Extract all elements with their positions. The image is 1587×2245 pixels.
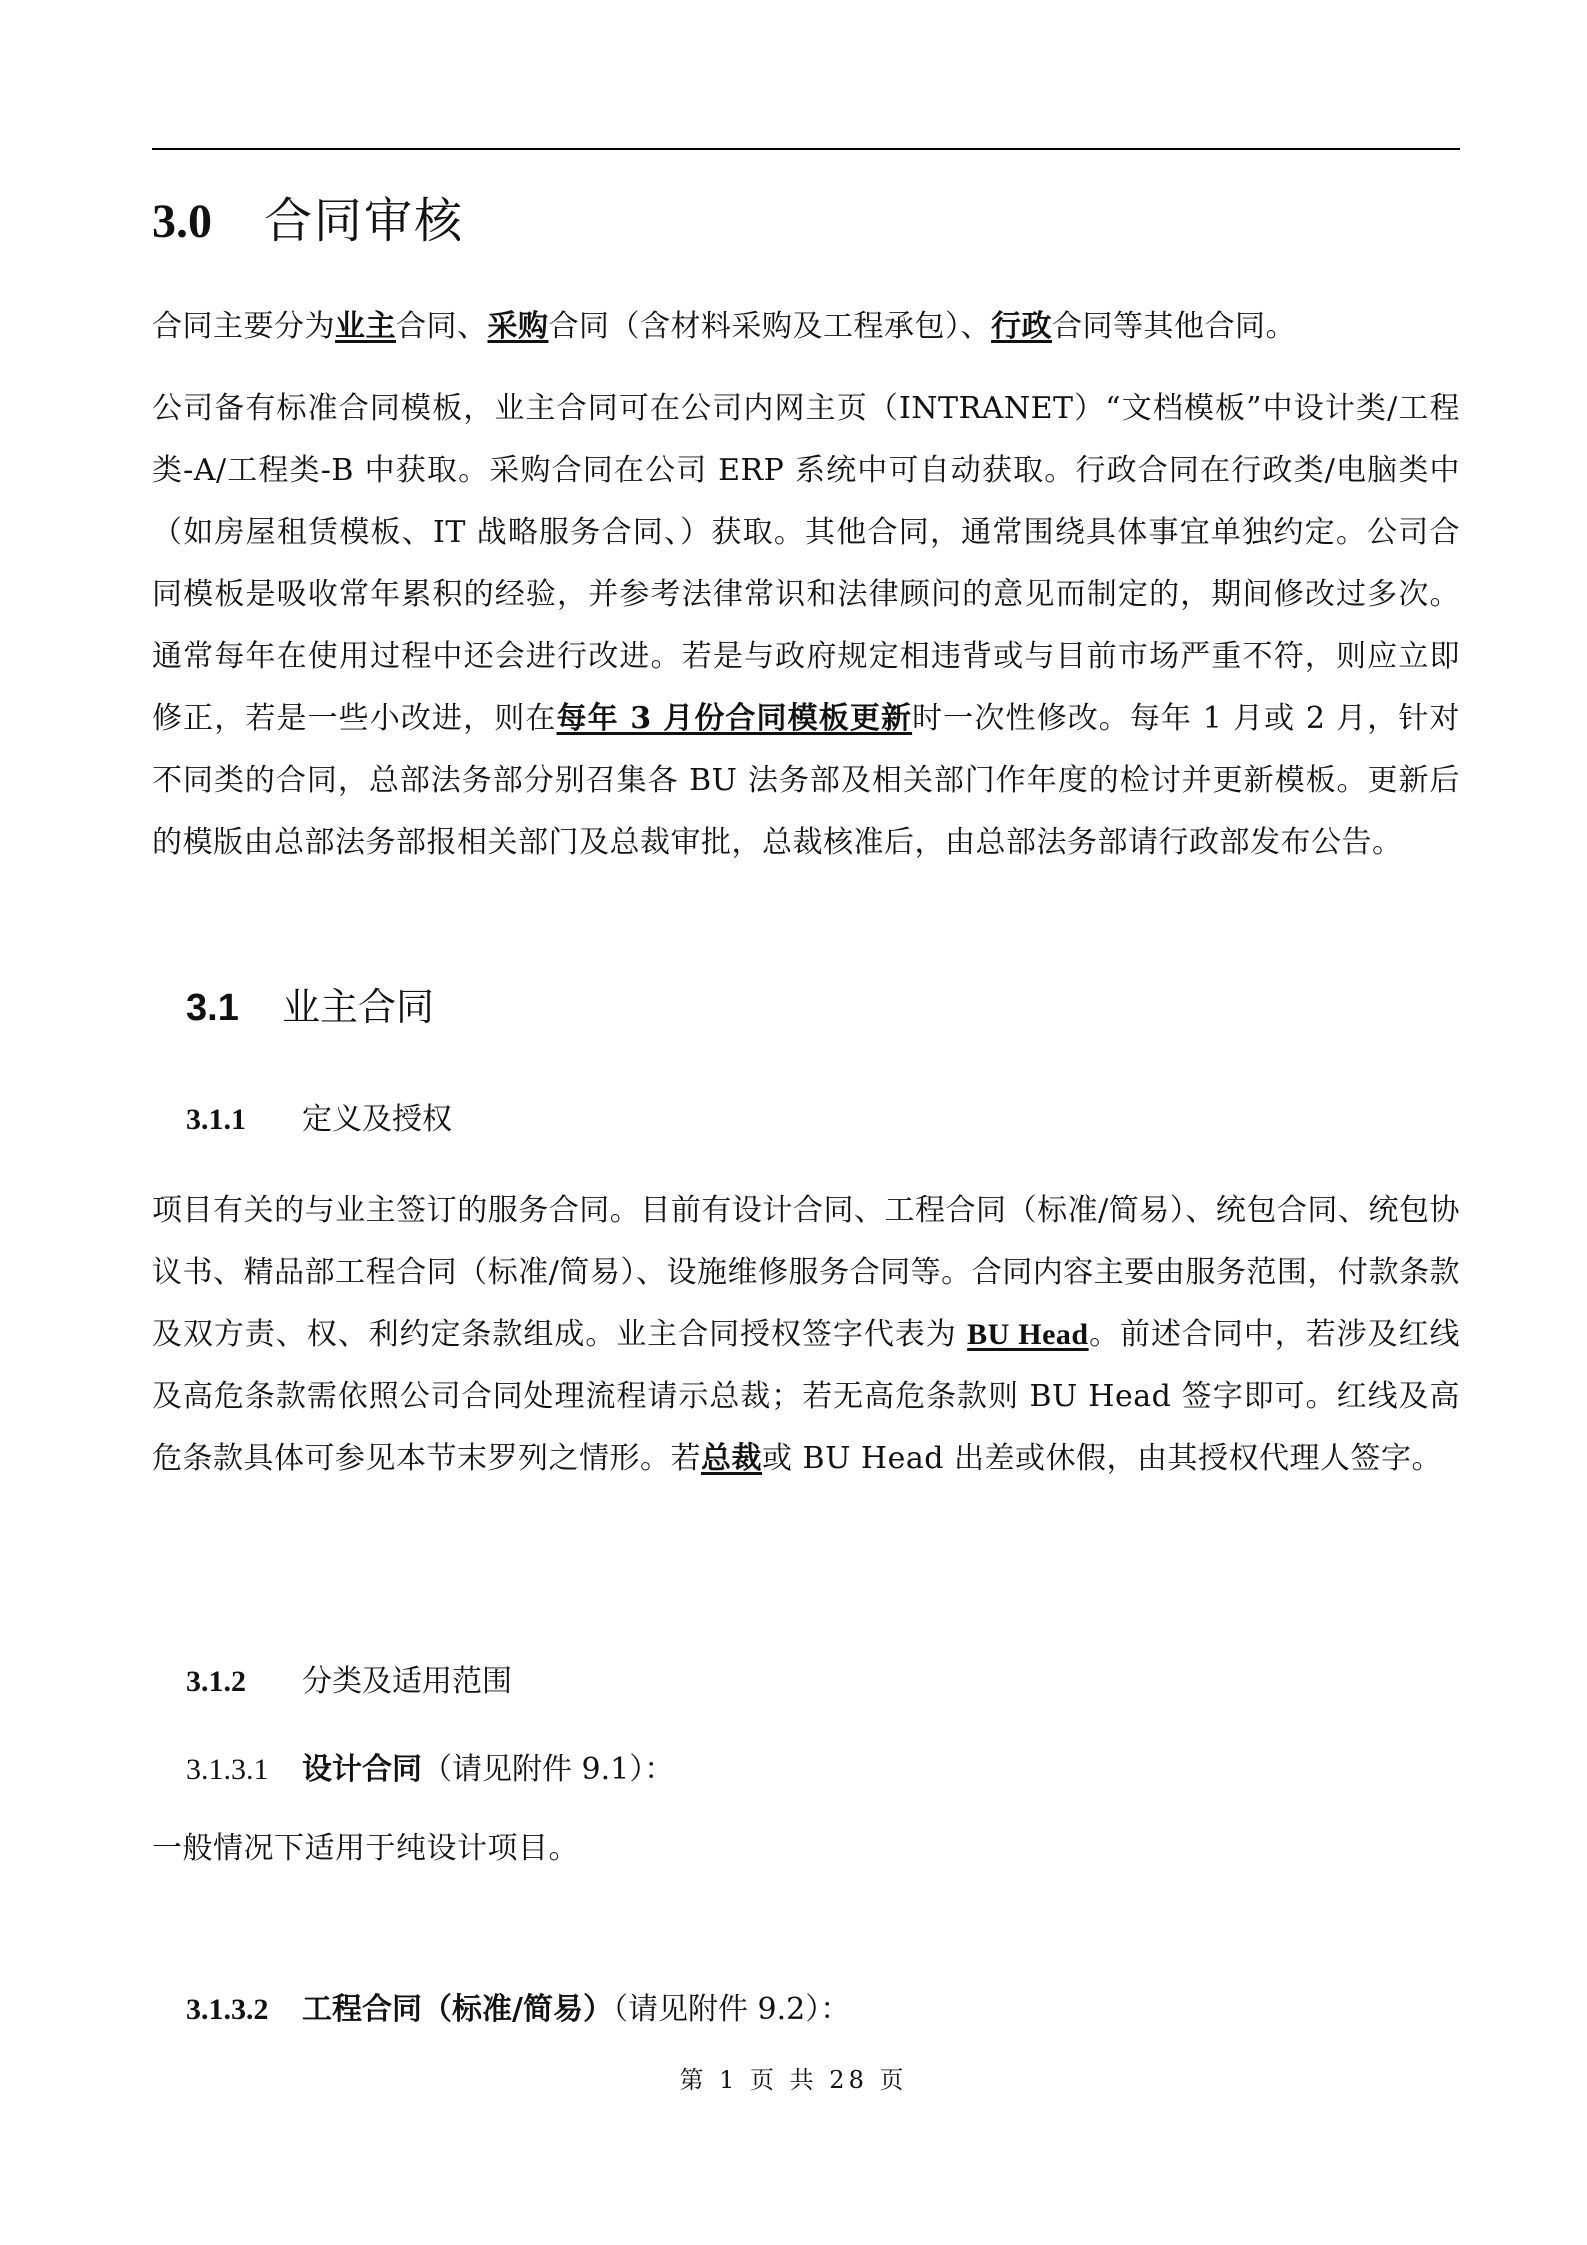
section-3-1-1-heading bbox=[186, 1098, 452, 1142]
section-3-1-3-1-title: 设计合同 bbox=[302, 1752, 422, 1787]
definition-text-3: 或 BU Head 出差或休假，由其授权代理人签字。 bbox=[762, 1441, 1442, 1476]
owner-term: 业主 bbox=[335, 309, 396, 344]
section-3-1-2-heading bbox=[186, 1660, 512, 1704]
section-3-1-3-2-title: 工程合同（标准/简易） bbox=[302, 1992, 613, 2027]
section-3-0-title: 合同审核 bbox=[264, 193, 465, 249]
section-3-1-3-1-heading bbox=[186, 1748, 674, 1792]
bu-head-term: BU Head bbox=[967, 1318, 1089, 1351]
section-3-1-3-2-note: （请见附件 9.2）： bbox=[612, 1992, 851, 2027]
header-rule bbox=[152, 148, 1460, 150]
section-3-1-1-number: 3.1.1 bbox=[186, 1103, 246, 1136]
definition-text-1: 项目有关的与业主签订的服务合同。目前有设计合同、工程合同（标准/简易）、统包合同、统包协议书、精品部工程合同（标准/简易）、设施维修服务合同等。合同内容主要由服务范围，付款条款及双方责、权、利约定条款组成。业主合同授权签字代表为 bbox=[152, 1193, 1460, 1352]
templates-text-2: 时一次性修改。每年 1 月或 2 月，针对不同类的合同，总部法务部分别召集各 BU 法务部及相关部门作年度的检讨并更新模板。更新后的模版由总部法务部报相关部门及总裁审批，总裁核准后，由总部法务部请行政部发布公告。 bbox=[152, 701, 1460, 860]
intro-text-1: 合同主要分为 bbox=[152, 309, 335, 344]
president-term: 总裁 bbox=[701, 1441, 762, 1476]
intro-text-3: 合同（含材料采购及工程承包）、 bbox=[548, 309, 991, 344]
page-footer: 第 1 页 共 28 页 bbox=[679, 2066, 908, 2094]
section-3-1-3-2-number: 3.1.3.2 bbox=[186, 1993, 269, 2026]
section-3-1-2-number: 3.1.2 bbox=[186, 1665, 246, 1698]
admin-term: 行政 bbox=[991, 309, 1052, 344]
section-3-0-heading bbox=[152, 190, 464, 253]
section-3-1-3-1-number: 3.1.3.1 bbox=[186, 1753, 269, 1786]
template-update-highlight: 每年 3 月份合同模板更新 bbox=[556, 701, 913, 736]
templates-paragraph bbox=[152, 378, 1460, 874]
section-3-1-title: 业主合同 bbox=[282, 985, 435, 1029]
definition-text-2: 。前述合同中，若涉及红线及高危条款需依照公司合同处理流程请示总裁；若无高危条款则 BU Head 签字即可。红线及高危条款具体可参见本节末罗列之情形。若 bbox=[152, 1317, 1461, 1476]
section-3-1-2-title: 分类及适用范围 bbox=[302, 1664, 512, 1699]
section-3-1-3-1-note: （请见附件 9.1）： bbox=[422, 1752, 675, 1787]
section-3-0-number: 3.0 bbox=[152, 195, 212, 248]
section-3-1-heading bbox=[186, 982, 434, 1033]
section-3-1-3-2-heading bbox=[186, 1988, 850, 2032]
intro-text-4: 合同等其他合同。 bbox=[1052, 309, 1296, 344]
templates-text-1: 公司备有标准合同模板，业主合同可在公司内网主页（INTRANET）“文档模板”中设计类/工程类-A/工程类-B 中获取。采购合同在公司 ERP 系统中可自动获取。行政合同在行政类/电脑类中（如房屋租赁模板、IT 战略服务合同、）获取。其他合同，通常围绕具体事宜单独约定。公司合同模板是吸收常年累积的经验，并参考法律常识和法律顾问的意见而制定的，期间修改过多次。通常每年在使用过程中还会进行改进。若是与政府规定相违背或与目前市场严重不符，则应立即修正，若是一些小改进，则在 bbox=[152, 391, 1460, 736]
definition-paragraph bbox=[152, 1180, 1460, 1490]
intro-paragraph bbox=[152, 296, 1460, 358]
section-3-1-1-title: 定义及授权 bbox=[302, 1102, 452, 1137]
intro-text-2: 合同、 bbox=[396, 309, 488, 344]
design-paragraph: 一般情况下适用于纯设计项目。 bbox=[152, 1831, 579, 1866]
procurement-term: 采购 bbox=[487, 309, 549, 344]
section-3-1-number: 3.1 bbox=[186, 987, 239, 1029]
